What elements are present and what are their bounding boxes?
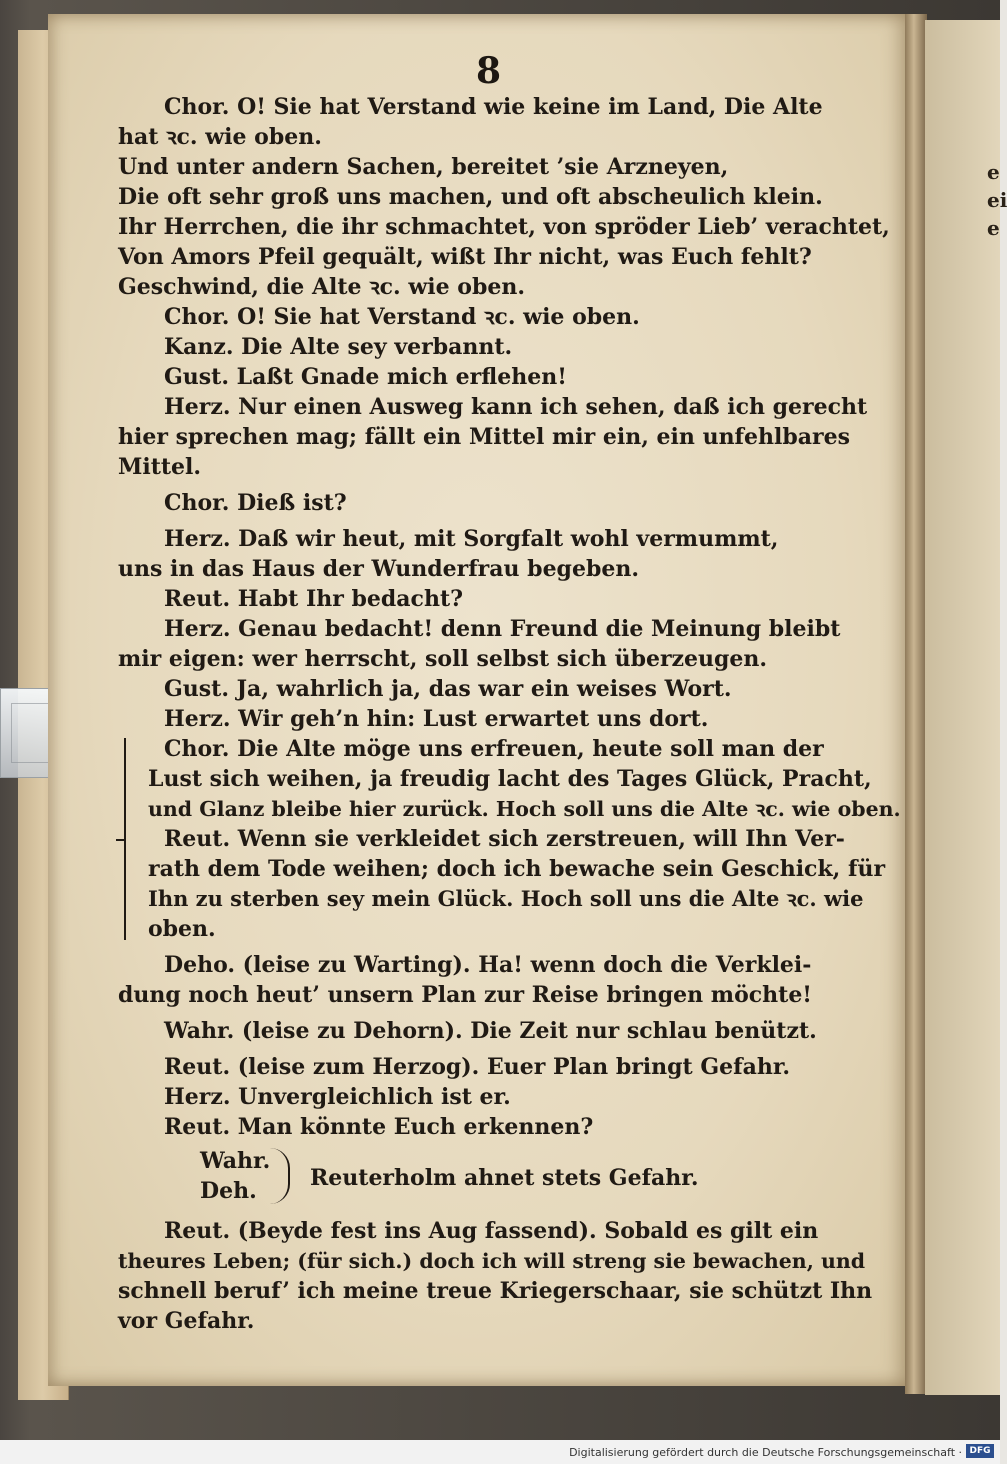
next-page-edge xyxy=(925,20,1007,1395)
next-page-fragment: e xyxy=(987,216,1000,240)
text-line: Chor. O! Sie hat Verstand wie keine im Land, Die Alte xyxy=(164,94,823,120)
text-line: Herz. Unvergleichlich ist er. xyxy=(164,1084,511,1110)
text-line: Lust sich weihen, ja freudig lacht des Tages Glück, Pracht, xyxy=(148,766,872,792)
next-page-fragment: ei xyxy=(987,188,1007,212)
text-line: und Glanz bleibe hier zurück. Hoch soll uns die Alte ꝛc. wie oben. xyxy=(148,797,901,821)
text-line: Kanz. Die Alte sey verbannt. xyxy=(164,334,513,360)
text-line: theures Leben; (für sich.) doch ich will streng sie bewachen, und xyxy=(118,1249,866,1273)
text-line: Chor. O! Sie hat Verstand ꝛc. wie oben. xyxy=(164,304,640,330)
text-line: Reut. Man könnte Euch erkennen? xyxy=(164,1114,594,1140)
simultaneous-speech-block xyxy=(118,734,901,944)
text-line: Und unter andern Sachen, bereitet ’sie Arzneyen, xyxy=(118,154,729,180)
text-line: Wahr. (leise zu Dehorn). Die Zeit nur schlau benützt. xyxy=(164,1018,817,1044)
speaker-group xyxy=(200,1146,270,1206)
joint-speech-block xyxy=(118,1146,838,1210)
page-text xyxy=(118,92,901,1336)
text-line: Reut. Wenn sie verkleidet sich zerstreuen, will Ihn Ver- xyxy=(164,826,845,852)
next-page-fragment: e xyxy=(987,160,1000,184)
page-number: 8 xyxy=(476,50,502,92)
text-line: Herz. Wir geh’n hin: Lust erwartet uns dort. xyxy=(164,706,709,732)
text-line: dung noch heut’ unsern Plan zur Reise bringen möchte! xyxy=(118,982,812,1008)
text-line: Reuterholm ahnet stets Gefahr. xyxy=(310,1165,699,1191)
text-line: Chor. Die Alte möge uns erfreuen, heute soll man der xyxy=(164,736,824,762)
text-line: Die oft sehr groß uns machen, und oft abscheulich klein. xyxy=(118,184,823,210)
speaker-name: Wahr. xyxy=(200,1148,271,1174)
text-line: Herz. Genau bedacht! denn Freund die Meinung bleibt xyxy=(164,616,841,642)
text-line: Mittel. xyxy=(118,454,202,480)
text-line: hat ꝛc. wie oben. xyxy=(118,124,322,150)
brace-mark xyxy=(124,738,140,940)
text-line: Reut. Habt Ihr bedacht? xyxy=(164,586,463,612)
text-line: hier sprechen mag; fällt ein Mittel mir ein, ein unfehlbares xyxy=(118,424,850,450)
text-line: Herz. Nur einen Ausweg kann ich sehen, daß ich gerecht xyxy=(164,394,868,420)
text-line: mir eigen: wer herrscht, soll selbst sich überzeugen. xyxy=(118,646,768,672)
book-gutter xyxy=(905,14,927,1394)
digitization-footer xyxy=(0,1440,1000,1464)
text-line: Geschwind, die Alte ꝛc. wie oben. xyxy=(118,274,525,300)
text-line: uns in das Haus der Wunderfrau begeben. xyxy=(118,556,639,582)
text-line: oben. xyxy=(148,916,216,942)
text-line: vor Gefahr. xyxy=(118,1308,255,1334)
bracket-mark xyxy=(270,1148,290,1204)
text-line: schnell beruf’ ich meine treue Kriegerschaar, sie schützt Ihn xyxy=(118,1278,873,1304)
text-line: Gust. Laßt Gnade mich erflehen! xyxy=(164,364,567,390)
text-line: Reut. (leise zum Herzog). Euer Plan bringt Gefahr. xyxy=(164,1054,791,1080)
footer-credit: Digitalisierung gefördert durch die Deutsche Forschungsgemeinschaft · xyxy=(569,1446,962,1459)
text-line: Reut. (Beyde fest ins Aug fassend). Sobald es gilt ein xyxy=(164,1218,819,1244)
text-line: rath dem Tode weihen; doch ich bewache sein Geschick, für xyxy=(148,856,886,882)
text-line: Ihr Herrchen, die ihr schmachtet, von spröder Lieb’ verachtet, xyxy=(118,214,890,240)
text-line: Ihn zu sterben sey mein Glück. Hoch soll uns die Alte ꝛc. wie xyxy=(148,886,864,911)
text-line: Deho. (leise zu Warting). Ha! wenn doch die Verklei- xyxy=(164,952,812,978)
speaker-name: Deh. xyxy=(200,1178,257,1204)
text-line: Chor. Dieß ist? xyxy=(164,490,347,516)
dfg-logo: DFG xyxy=(966,1444,994,1458)
text-line: Von Amors Pfeil gequält, wißt Ihr nicht, was Euch fehlt? xyxy=(118,244,812,270)
text-line: Herz. Daß wir heut, mit Sorgfalt wohl vermummt, xyxy=(164,526,779,552)
text-line: Gust. Ja, wahrlich ja, das war ein weises Wort. xyxy=(164,676,732,702)
